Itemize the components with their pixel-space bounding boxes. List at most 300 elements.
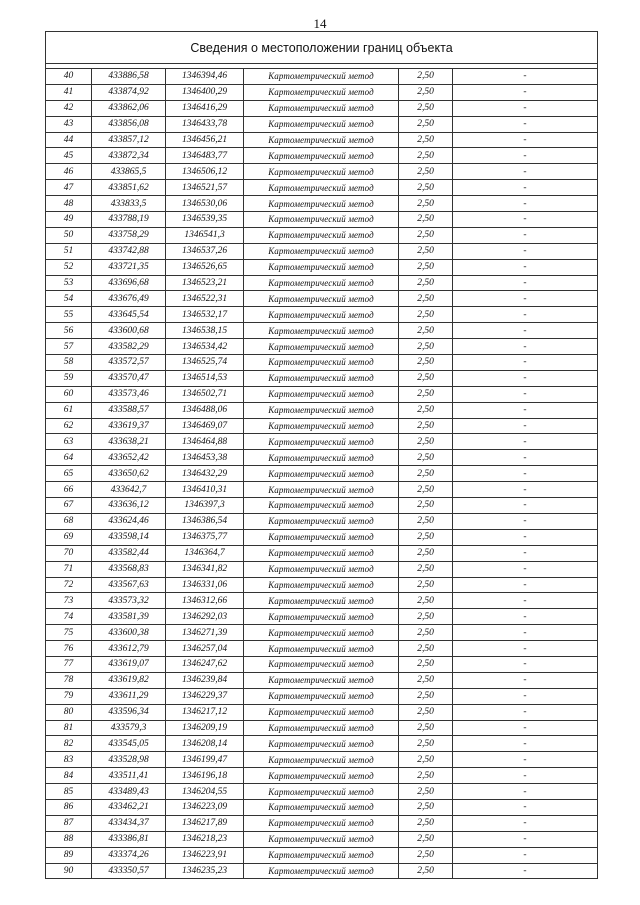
accuracy-cell: 2,50 [399, 370, 453, 386]
boundary-coordinates-table [45, 31, 598, 879]
note-cell: - [453, 720, 598, 736]
method-cell: Картометрический метод [244, 212, 399, 228]
x-coordinate-cell: 433612,79 [92, 641, 166, 657]
point-number-cell: 58 [46, 355, 92, 371]
table-row [46, 100, 598, 116]
method-cell: Картометрический метод [244, 339, 399, 355]
x-coordinate-cell: 433545,05 [92, 736, 166, 752]
x-coordinate-cell: 433350,57 [92, 863, 166, 879]
table-row [46, 116, 598, 132]
x-coordinate-cell: 433636,12 [92, 498, 166, 514]
note-cell: - [453, 577, 598, 593]
method-cell: Картометрический метод [244, 259, 399, 275]
y-coordinate-cell: 1346469,07 [166, 418, 244, 434]
x-coordinate-cell: 433386,81 [92, 831, 166, 847]
point-number-cell: 52 [46, 259, 92, 275]
x-coordinate-cell: 433582,29 [92, 339, 166, 355]
accuracy-cell: 2,50 [399, 323, 453, 339]
point-number-cell: 69 [46, 529, 92, 545]
point-number-cell: 83 [46, 752, 92, 768]
note-cell: - [453, 164, 598, 180]
point-number-cell: 68 [46, 513, 92, 529]
note-cell: - [453, 513, 598, 529]
x-coordinate-cell: 433758,29 [92, 227, 166, 243]
note-cell: - [453, 545, 598, 561]
point-number-cell: 87 [46, 815, 92, 831]
table-row [46, 466, 598, 482]
y-coordinate-cell: 1346229,37 [166, 688, 244, 704]
table-row [46, 275, 598, 291]
point-number-cell: 89 [46, 847, 92, 863]
point-number-cell: 53 [46, 275, 92, 291]
table-row [46, 291, 598, 307]
note-cell: - [453, 355, 598, 371]
method-cell: Картометрический метод [244, 768, 399, 784]
point-number-cell: 48 [46, 196, 92, 212]
y-coordinate-cell: 1346209,19 [166, 720, 244, 736]
point-number-cell: 79 [46, 688, 92, 704]
table-row [46, 720, 598, 736]
table-row [46, 196, 598, 212]
x-coordinate-cell: 433570,47 [92, 370, 166, 386]
y-coordinate-cell: 1346456,21 [166, 132, 244, 148]
note-cell: - [453, 180, 598, 196]
table-row [46, 243, 598, 259]
table-row [46, 212, 598, 228]
table-row [46, 704, 598, 720]
y-coordinate-cell: 1346247,62 [166, 656, 244, 672]
note-cell: - [453, 132, 598, 148]
table-row [46, 498, 598, 514]
x-coordinate-cell: 433862,06 [92, 100, 166, 116]
accuracy-cell: 2,50 [399, 291, 453, 307]
y-coordinate-cell: 1346199,47 [166, 752, 244, 768]
note-cell: - [453, 482, 598, 498]
table-row [46, 847, 598, 863]
y-coordinate-cell: 1346386,54 [166, 513, 244, 529]
table-row [46, 259, 598, 275]
accuracy-cell: 2,50 [399, 84, 453, 100]
table-title: Сведения о местоположении границ объекта [46, 32, 598, 64]
x-coordinate-cell: 433721,35 [92, 259, 166, 275]
accuracy-cell: 2,50 [399, 243, 453, 259]
note-cell: - [453, 625, 598, 641]
x-coordinate-cell: 433619,37 [92, 418, 166, 434]
method-cell: Картометрический метод [244, 323, 399, 339]
method-cell: Картометрический метод [244, 799, 399, 815]
y-coordinate-cell: 1346271,39 [166, 625, 244, 641]
method-cell: Картометрический метод [244, 625, 399, 641]
note-cell: - [453, 434, 598, 450]
y-coordinate-cell: 1346239,84 [166, 672, 244, 688]
note-cell: - [453, 641, 598, 657]
point-number-cell: 49 [46, 212, 92, 228]
method-cell: Картометрический метод [244, 704, 399, 720]
note-cell: - [453, 291, 598, 307]
table-row [46, 148, 598, 164]
method-cell: Картометрический метод [244, 609, 399, 625]
method-cell: Картометрический метод [244, 529, 399, 545]
x-coordinate-cell: 433652,42 [92, 450, 166, 466]
accuracy-cell: 2,50 [399, 259, 453, 275]
y-coordinate-cell: 1346341,82 [166, 561, 244, 577]
table-row [46, 688, 598, 704]
point-number-cell: 70 [46, 545, 92, 561]
table-row [46, 164, 598, 180]
y-coordinate-cell: 1346364,7 [166, 545, 244, 561]
x-coordinate-cell: 433645,54 [92, 307, 166, 323]
note-cell: - [453, 196, 598, 212]
table-row [46, 386, 598, 402]
x-coordinate-cell: 433857,12 [92, 132, 166, 148]
x-coordinate-cell: 433611,29 [92, 688, 166, 704]
point-number-cell: 54 [46, 291, 92, 307]
note-cell: - [453, 212, 598, 228]
table-row [46, 561, 598, 577]
x-coordinate-cell: 433374,26 [92, 847, 166, 863]
note-cell: - [453, 609, 598, 625]
note-cell: - [453, 227, 598, 243]
method-cell: Картометрический метод [244, 641, 399, 657]
x-coordinate-cell: 433624,46 [92, 513, 166, 529]
page-number: 14 [313, 16, 327, 31]
method-cell: Картометрический метод [244, 275, 399, 291]
point-number-cell: 73 [46, 593, 92, 609]
note-cell: - [453, 498, 598, 514]
x-coordinate-cell: 433528,98 [92, 752, 166, 768]
method-cell: Картометрический метод [244, 577, 399, 593]
point-number-cell: 82 [46, 736, 92, 752]
x-coordinate-cell: 433696,68 [92, 275, 166, 291]
method-cell: Картометрический метод [244, 355, 399, 371]
x-coordinate-cell: 433573,32 [92, 593, 166, 609]
note-cell: - [453, 450, 598, 466]
accuracy-cell: 2,50 [399, 847, 453, 863]
point-number-cell: 78 [46, 672, 92, 688]
method-cell: Картометрический метод [244, 831, 399, 847]
accuracy-cell: 2,50 [399, 609, 453, 625]
method-cell: Картометрический метод [244, 418, 399, 434]
accuracy-cell: 2,50 [399, 736, 453, 752]
table-row [46, 180, 598, 196]
x-coordinate-cell: 433434,37 [92, 815, 166, 831]
accuracy-cell: 2,50 [399, 704, 453, 720]
method-cell: Картометрический метод [244, 84, 399, 100]
table-row [46, 815, 598, 831]
method-cell: Картометрический метод [244, 307, 399, 323]
accuracy-cell: 2,50 [399, 307, 453, 323]
point-number-cell: 47 [46, 180, 92, 196]
table-row [46, 863, 598, 879]
point-number-cell: 75 [46, 625, 92, 641]
y-coordinate-cell: 1346514,53 [166, 370, 244, 386]
method-cell: Картометрический метод [244, 132, 399, 148]
y-coordinate-cell: 1346541,3 [166, 227, 244, 243]
point-number-cell: 80 [46, 704, 92, 720]
y-coordinate-cell: 1346432,29 [166, 466, 244, 482]
point-number-cell: 71 [46, 561, 92, 577]
point-number-cell: 41 [46, 84, 92, 100]
point-number-cell: 44 [46, 132, 92, 148]
note-cell: - [453, 736, 598, 752]
x-coordinate-cell: 433856,08 [92, 116, 166, 132]
note-cell: - [453, 672, 598, 688]
accuracy-cell: 2,50 [399, 402, 453, 418]
x-coordinate-cell: 433600,68 [92, 323, 166, 339]
note-cell: - [453, 656, 598, 672]
x-coordinate-cell: 433874,92 [92, 84, 166, 100]
accuracy-cell: 2,50 [399, 672, 453, 688]
point-number-cell: 74 [46, 609, 92, 625]
accuracy-cell: 2,50 [399, 116, 453, 132]
method-cell: Картометрический метод [244, 370, 399, 386]
y-coordinate-cell: 1346223,91 [166, 847, 244, 863]
method-cell: Картометрический метод [244, 784, 399, 800]
y-coordinate-cell: 1346532,17 [166, 307, 244, 323]
point-number-cell: 77 [46, 656, 92, 672]
y-coordinate-cell: 1346331,06 [166, 577, 244, 593]
y-coordinate-cell: 1346522,31 [166, 291, 244, 307]
y-coordinate-cell: 1346488,06 [166, 402, 244, 418]
y-coordinate-cell: 1346208,14 [166, 736, 244, 752]
accuracy-cell: 2,50 [399, 164, 453, 180]
accuracy-cell: 2,50 [399, 466, 453, 482]
method-cell: Картометрический метод [244, 100, 399, 116]
accuracy-cell: 2,50 [399, 498, 453, 514]
table-row [46, 545, 598, 561]
y-coordinate-cell: 1346453,38 [166, 450, 244, 466]
table-row [46, 370, 598, 386]
note-cell: - [453, 768, 598, 784]
x-coordinate-cell: 433742,88 [92, 243, 166, 259]
point-number-cell: 60 [46, 386, 92, 402]
accuracy-cell: 2,50 [399, 768, 453, 784]
table-row [46, 339, 598, 355]
point-number-cell: 40 [46, 69, 92, 85]
table-row [46, 513, 598, 529]
x-coordinate-cell: 433676,49 [92, 291, 166, 307]
method-cell: Картометрический метод [244, 513, 399, 529]
method-cell: Картометрический метод [244, 386, 399, 402]
note-cell: - [453, 243, 598, 259]
point-number-cell: 59 [46, 370, 92, 386]
accuracy-cell: 2,50 [399, 196, 453, 212]
y-coordinate-cell: 1346502,71 [166, 386, 244, 402]
note-cell: - [453, 275, 598, 291]
point-number-cell: 81 [46, 720, 92, 736]
y-coordinate-cell: 1346538,15 [166, 323, 244, 339]
point-number-cell: 50 [46, 227, 92, 243]
method-cell: Картометрический метод [244, 545, 399, 561]
point-number-cell: 42 [46, 100, 92, 116]
table-row [46, 736, 598, 752]
point-number-cell: 63 [46, 434, 92, 450]
table-row [46, 434, 598, 450]
accuracy-cell: 2,50 [399, 720, 453, 736]
note-cell: - [453, 84, 598, 100]
table-row [46, 625, 598, 641]
method-cell: Картометрический метод [244, 196, 399, 212]
table-row [46, 323, 598, 339]
method-cell: Картометрический метод [244, 466, 399, 482]
y-coordinate-cell: 1346521,57 [166, 180, 244, 196]
accuracy-cell: 2,50 [399, 212, 453, 228]
table-title-row [46, 32, 598, 64]
accuracy-cell: 2,50 [399, 799, 453, 815]
y-coordinate-cell: 1346217,12 [166, 704, 244, 720]
accuracy-cell: 2,50 [399, 545, 453, 561]
note-cell: - [453, 402, 598, 418]
accuracy-cell: 2,50 [399, 450, 453, 466]
note-cell: - [453, 466, 598, 482]
point-number-cell: 85 [46, 784, 92, 800]
method-cell: Картометрический метод [244, 450, 399, 466]
accuracy-cell: 2,50 [399, 752, 453, 768]
point-number-cell: 90 [46, 863, 92, 879]
y-coordinate-cell: 1346235,23 [166, 863, 244, 879]
table-row [46, 641, 598, 657]
accuracy-cell: 2,50 [399, 593, 453, 609]
method-cell: Картометрический метод [244, 561, 399, 577]
method-cell: Картометрический метод [244, 482, 399, 498]
note-cell: - [453, 529, 598, 545]
table-row [46, 132, 598, 148]
x-coordinate-cell: 433489,43 [92, 784, 166, 800]
note-cell: - [453, 799, 598, 815]
y-coordinate-cell: 1346530,06 [166, 196, 244, 212]
x-coordinate-cell: 433568,83 [92, 561, 166, 577]
y-coordinate-cell: 1346416,29 [166, 100, 244, 116]
y-coordinate-cell: 1346257,04 [166, 641, 244, 657]
x-coordinate-cell: 433833,5 [92, 196, 166, 212]
note-cell: - [453, 259, 598, 275]
point-number-cell: 86 [46, 799, 92, 815]
accuracy-cell: 2,50 [399, 815, 453, 831]
accuracy-cell: 2,50 [399, 418, 453, 434]
note-cell: - [453, 370, 598, 386]
method-cell: Картометрический метод [244, 656, 399, 672]
method-cell: Картометрический метод [244, 720, 399, 736]
accuracy-cell: 2,50 [399, 561, 453, 577]
point-number-cell: 51 [46, 243, 92, 259]
point-number-cell: 72 [46, 577, 92, 593]
accuracy-cell: 2,50 [399, 688, 453, 704]
note-cell: - [453, 704, 598, 720]
method-cell: Картометрический метод [244, 243, 399, 259]
x-coordinate-cell: 433619,07 [92, 656, 166, 672]
table-row [46, 529, 598, 545]
table-row [46, 609, 598, 625]
table-row [46, 84, 598, 100]
note-cell: - [453, 847, 598, 863]
x-coordinate-cell: 433588,57 [92, 402, 166, 418]
table-row [46, 656, 598, 672]
method-cell: Картометрический метод [244, 116, 399, 132]
point-number-cell: 76 [46, 641, 92, 657]
point-number-cell: 57 [46, 339, 92, 355]
y-coordinate-cell: 1346506,12 [166, 164, 244, 180]
table-row [46, 593, 598, 609]
y-coordinate-cell: 1346464,88 [166, 434, 244, 450]
note-cell: - [453, 784, 598, 800]
y-coordinate-cell: 1346539,35 [166, 212, 244, 228]
method-cell: Картометрический метод [244, 688, 399, 704]
y-coordinate-cell: 1346483,77 [166, 148, 244, 164]
point-number-cell: 65 [46, 466, 92, 482]
accuracy-cell: 2,50 [399, 180, 453, 196]
y-coordinate-cell: 1346292,03 [166, 609, 244, 625]
method-cell: Картометрический метод [244, 402, 399, 418]
note-cell: - [453, 307, 598, 323]
accuracy-cell: 2,50 [399, 529, 453, 545]
x-coordinate-cell: 433462,21 [92, 799, 166, 815]
table-row [46, 418, 598, 434]
x-coordinate-cell: 433579,3 [92, 720, 166, 736]
accuracy-cell: 2,50 [399, 386, 453, 402]
x-coordinate-cell: 433567,63 [92, 577, 166, 593]
accuracy-cell: 2,50 [399, 513, 453, 529]
note-cell: - [453, 323, 598, 339]
note-cell: - [453, 100, 598, 116]
note-cell: - [453, 418, 598, 434]
note-cell: - [453, 831, 598, 847]
accuracy-cell: 2,50 [399, 863, 453, 879]
point-number-cell: 62 [46, 418, 92, 434]
point-number-cell: 67 [46, 498, 92, 514]
point-number-cell: 46 [46, 164, 92, 180]
y-coordinate-cell: 1346204,55 [166, 784, 244, 800]
method-cell: Картометрический метод [244, 434, 399, 450]
y-coordinate-cell: 1346218,23 [166, 831, 244, 847]
note-cell: - [453, 752, 598, 768]
method-cell: Картометрический метод [244, 291, 399, 307]
method-cell: Картометрический метод [244, 752, 399, 768]
method-cell: Картометрический метод [244, 227, 399, 243]
table-row [46, 784, 598, 800]
note-cell: - [453, 116, 598, 132]
x-coordinate-cell: 433886,58 [92, 69, 166, 85]
note-cell: - [453, 561, 598, 577]
table-row [46, 450, 598, 466]
accuracy-cell: 2,50 [399, 100, 453, 116]
point-number-cell: 61 [46, 402, 92, 418]
accuracy-cell: 2,50 [399, 482, 453, 498]
table-row [46, 227, 598, 243]
y-coordinate-cell: 1346400,29 [166, 84, 244, 100]
point-number-cell: 56 [46, 323, 92, 339]
x-coordinate-cell: 433865,5 [92, 164, 166, 180]
x-coordinate-cell: 433581,39 [92, 609, 166, 625]
method-cell: Картометрический метод [244, 863, 399, 879]
accuracy-cell: 2,50 [399, 227, 453, 243]
y-coordinate-cell: 1346394,46 [166, 69, 244, 85]
method-cell: Картометрический метод [244, 847, 399, 863]
table-row [46, 402, 598, 418]
table-row [46, 307, 598, 323]
y-coordinate-cell: 1346397,3 [166, 498, 244, 514]
x-coordinate-cell: 433872,34 [92, 148, 166, 164]
table-row [46, 768, 598, 784]
x-coordinate-cell: 433572,57 [92, 355, 166, 371]
method-cell: Картометрический метод [244, 815, 399, 831]
point-number-cell: 64 [46, 450, 92, 466]
table-row [46, 355, 598, 371]
note-cell: - [453, 815, 598, 831]
x-coordinate-cell: 433582,44 [92, 545, 166, 561]
table-row [46, 577, 598, 593]
x-coordinate-cell: 433638,21 [92, 434, 166, 450]
y-coordinate-cell: 1346312,66 [166, 593, 244, 609]
